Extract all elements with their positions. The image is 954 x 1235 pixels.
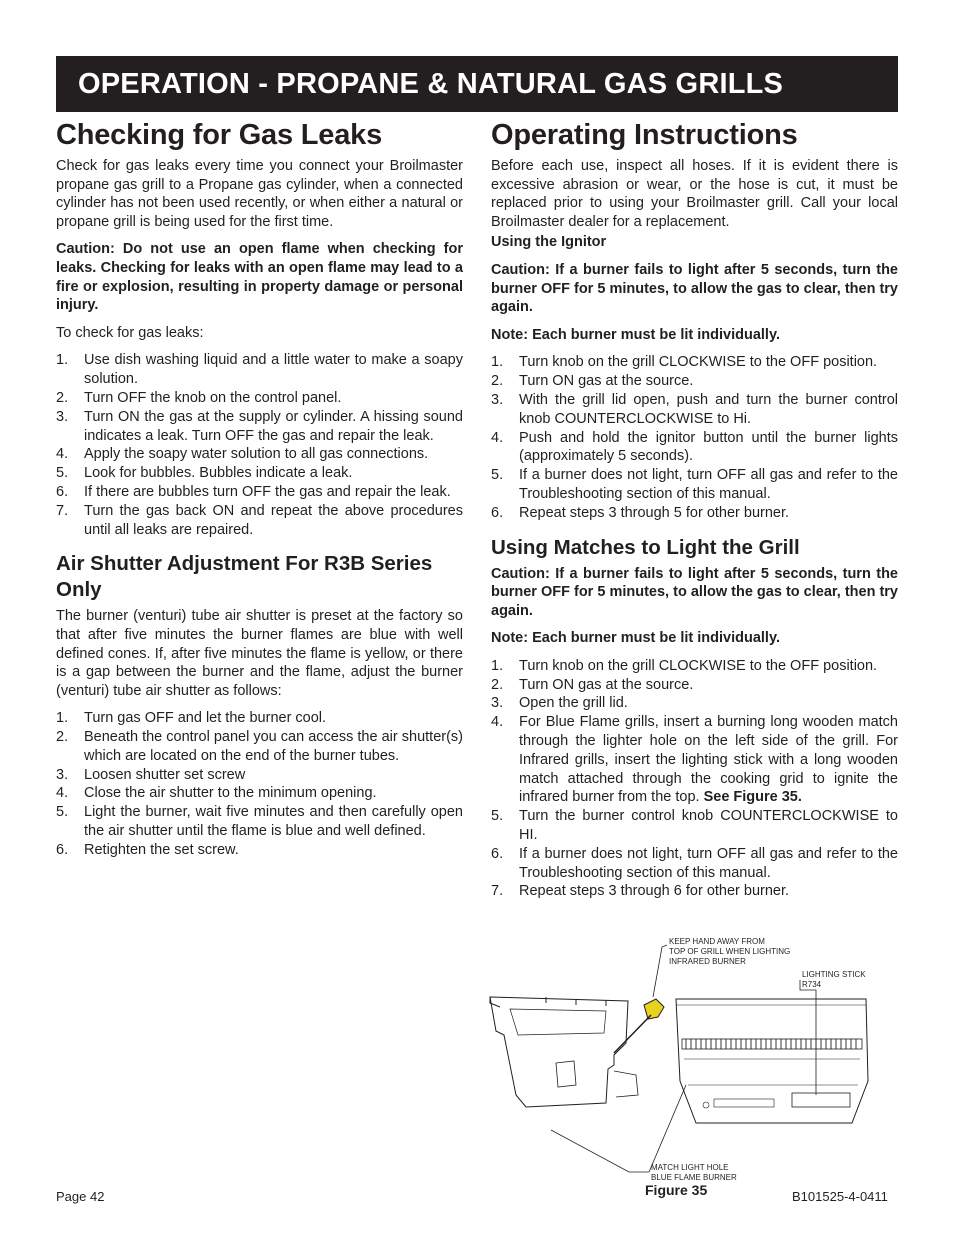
grill-front-view [676,999,868,1123]
list-item: 6. If a burner does not light, turn OFF all gas and refer to the Troubleshooting section of this manual. [491,845,898,881]
list-item: 4. Close the air shutter to the minimum opening. [56,785,377,802]
list-item: 2. Turn ON gas at the source. [491,373,694,390]
list-item: 6. Retighten the set screw. [56,841,239,858]
list-item: 3. Open the grill lid. [491,695,628,712]
list-item: 5. Look for bubbles. Bubbles indicate a leak. [56,465,353,482]
section-banner [56,56,898,112]
gas-leaks-heading: Checking for Gas Leaks [56,119,382,151]
matches-steps [491,657,898,901]
air-shutter-heading: Air Shutter Adjustment For R3B Series Only [56,552,433,602]
ignitor-steps [491,353,898,522]
list-item: 6. If there are bubbles turn OFF the gas and repair the leak. [56,483,451,500]
list-item: 1. Turn gas OFF and let the burner cool. [56,710,327,727]
list-item: 4. For Blue Flame grills, insert a burning long wooden match through the lighter hole on the left side of the grill. For Infrared grills, insert the lighting stick with a long wooden match attached through the cooking grid to ignite the infrared burner from the top. See Figure 35. [491,714,898,806]
keep-hand-label-1: KEEP HAND AWAY FROM [669,937,765,946]
list-item: 3. Loosen shutter set screw [56,766,246,783]
right-column [491,116,898,909]
matches-heading: Using Matches to Light the Grill [491,535,800,559]
lighting-stick-label-1: LIGHTING STICK [802,970,866,979]
section-title: OPERATION - PROPANE & NATURAL GAS GRILLS [78,68,784,100]
list-item: 7. Repeat steps 3 through 6 for other burner. [491,883,790,900]
ignitor-caution: Caution: If a burner fails to light after 5 seconds, turn the burner OFF for 5 minutes, to allow the gas to clear, then try again. [491,261,898,316]
list-item: 3. Turn ON the gas at the supply or cylinder. A hissing sound indicates a leak. Turn OFF the gas and repair the leak. [56,408,463,444]
matches-caution: Caution: If a burner fails to light after 5 seconds, turn the burner OFF for 5 minutes, to allow the gas to clear, then try again. [491,565,898,619]
list-item: 1. Turn knob on the grill CLOCKWISE to the OFF position. [491,657,878,674]
list-item: 4. Push and hold the ignitor button until the burner lights (approximately 5 seconds). [491,429,898,465]
hand-icon [644,999,664,1019]
lighting-stick-label-2: R734 [802,980,822,989]
operating-instructions-heading: Operating Instructions [491,119,798,151]
left-column [56,116,463,868]
match-hole-label-2: BLUE FLAME BURNER [651,1173,737,1182]
list-item: 6. Repeat steps 3 through 5 for other burner. [491,504,790,521]
list-item: 3. With the grill lid open, push and turn the burner control knob COUNTERCLOCKWISE to Hi. [491,391,898,427]
page-number: Page 42 [56,1189,105,1204]
air-shutter-steps [56,709,463,859]
list-item: 2. Beneath the control panel you can access the air shutter(s) which are located on the end of the burner tubes. [56,729,463,764]
cooking-grid [686,1039,856,1049]
list-item: 4. Apply the soapy water solution to all gas connections. [56,446,429,463]
list-item: 5. Light the burner, wait five minutes and then carefully open the air shutter until the flame is blue and well defined. [56,804,463,840]
list-item: 2. Turn OFF the knob on the control panel. [56,389,342,406]
ignitor-note: Note: Each burner must be lit individually. [491,326,780,343]
list-item: 1. Turn knob on the grill CLOCKWISE to the OFF position. [491,354,878,371]
list-item: 7. Turn the gas back ON and repeat the above procedures until all leaks are repaired. [56,502,463,538]
document-id: B101525-4-0411 [792,1189,888,1204]
see-figure-ref[interactable]: See Figure 35. [703,789,802,806]
list-item: 5. Turn the burner control knob COUNTERCLOCKWISE to HI. [491,808,898,844]
list-item: 1. Use dish washing liquid and a little water to make a soapy solution. [56,352,463,388]
air-shutter-intro: The burner (venturi) tube air shutter is preset at the factory so that after five minutes the burner flames are blue with well defined cones. If, after five minutes the flame is yellow, or there is a gap between the burner and the flame, adjust the burner (venturi) tube air shutter as follows: [56,608,463,699]
list-item: 2. Turn ON gas at the source. [491,676,694,693]
list-item: 5. If a burner does not light, turn OFF all gas and refer to the Troubleshooting section of this manual. [491,467,898,502]
match-hole-label-1: MATCH LIGHT HOLE [651,1163,729,1172]
keep-hand-label-3: INFRARED BURNER [669,957,746,966]
leak-check-steps [56,351,463,539]
gas-leaks-caution: Caution: Do not use an open flame when checking for leaks. Checking for leaks with an open flame may lead to a fire or explosion, resulting in property damage or personal injury. [56,241,463,314]
keep-hand-label-2: TOP OF GRILL WHEN LIGHTING [669,947,791,956]
gas-leaks-intro: Check for gas leaks every time you connect your Broilmaster propane gas grill to a Propane gas cylinder, when a connected cylinder has not been used recently, or when either a natural or propane grill is being used for the first time. [56,158,463,230]
matches-note: Note: Each burner must be lit individually. [491,630,780,647]
to-check-label: To check for gas leaks: [56,324,204,341]
operating-intro: Before each use, inspect all hoses. If it is evident there is excessive abrasion or wear, or the hose is cut, it must be replaced prior to using your Broilmaster grill. Call your local Broilmaster dealer for a replacement. [491,158,898,230]
figure-35-grill-diagram [486,935,901,1185]
ignitor-heading: Using the Ignitor [491,234,607,251]
figure-caption: Figure 35 [645,1182,708,1198]
